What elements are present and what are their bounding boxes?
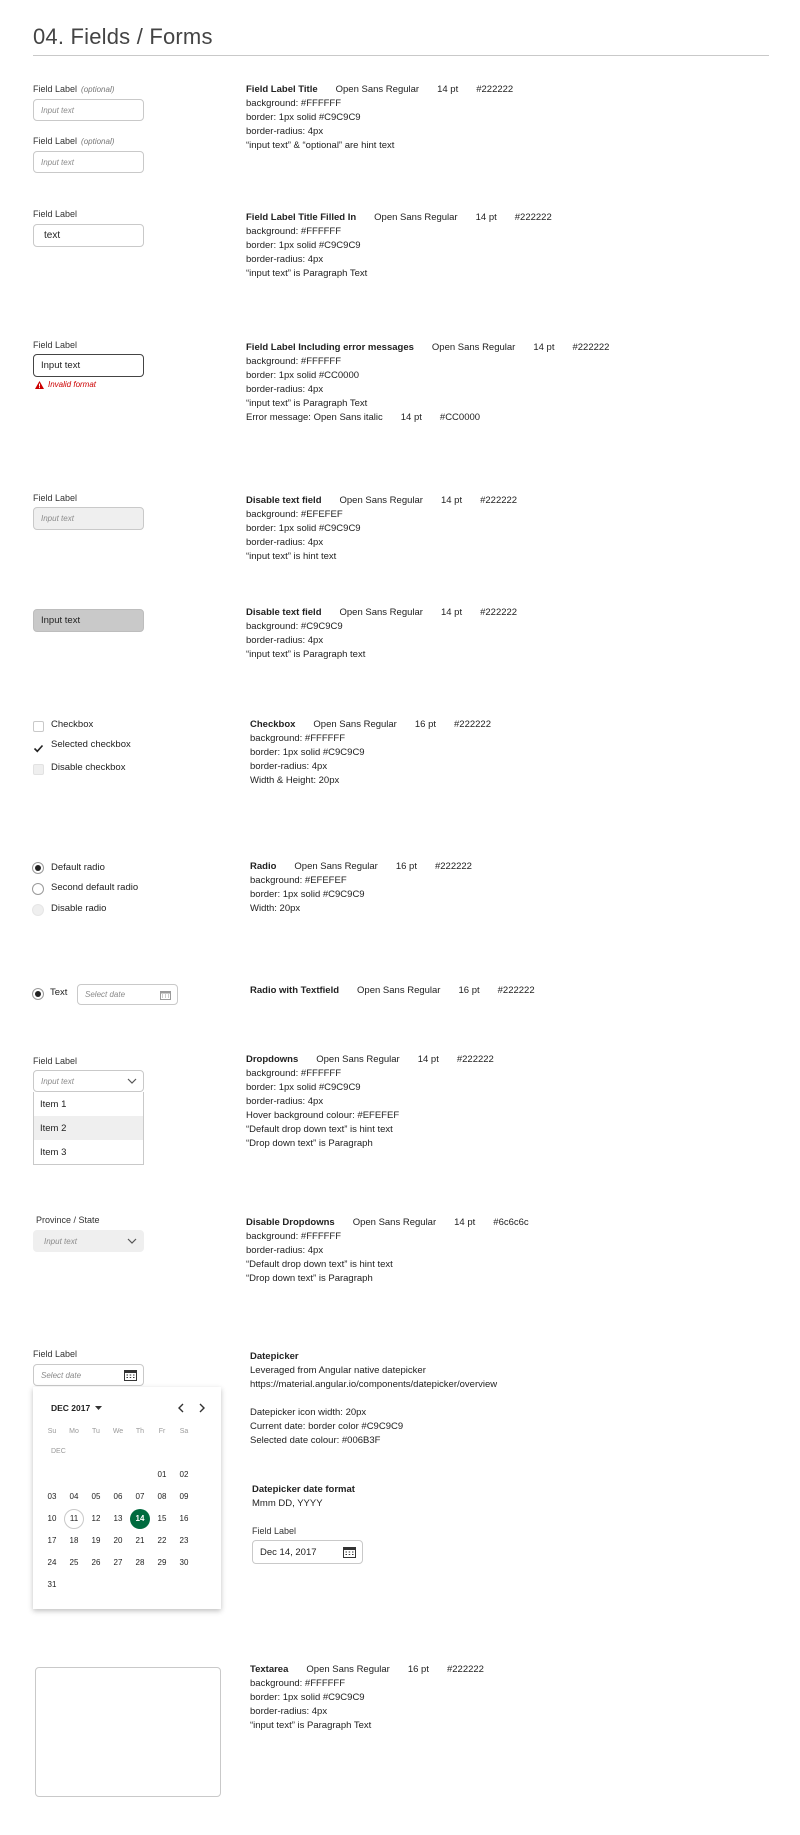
warning-icon (35, 381, 44, 389)
checkbox-label: Checkbox (51, 719, 94, 730)
title-divider (33, 55, 769, 56)
calendar-day[interactable]: 12 (91, 1514, 101, 1523)
dropdown-label: Field Label (33, 1056, 78, 1066)
error-text-input[interactable]: Input text (33, 354, 144, 377)
calendar-day[interactable]: 17 (47, 1536, 57, 1545)
province-label: Province / State (36, 1215, 100, 1225)
page-title: 04. Fields / Forms (33, 24, 213, 49)
spec-field-label: Field Label Title Open Sans Regular 14 pt #222222 background: #FFFFFF border: 1px solid #C9C9C9 border-radius: 4px “input text” & “optional” are hint text (246, 84, 514, 151)
weekday-label: Th (135, 1428, 145, 1435)
spec-filled: Field Label Title Filled In Open Sans Regular 14 pt #222222 background: #FFFFFF border: 1px solid #C9C9C9 border-radius: 4px “input text” is Paragraph Text (246, 212, 552, 279)
weekday-label: Mo (69, 1428, 79, 1435)
spec-radio: Radio Open Sans Regular 16 pt #222222 background: #EFEFEF border: 1px solid #C9C9C9 Width: 20px (250, 861, 472, 914)
spec-error: Field Label Including error messages Open Sans Regular 14 pt #222222 background: #FFFFFF border: 1px solid #CC0000 border-radius: 4px “input text” is Paragraph Text Error message: Open Sans italic 14 pt #CC0000 (246, 342, 610, 423)
datepicker-input[interactable]: Select date (33, 1364, 144, 1386)
text-input-2[interactable]: Input text (33, 151, 144, 173)
weekday-label: Su (47, 1428, 57, 1435)
spec-checkbox: Checkbox Open Sans Regular 16 pt #222222 background: #FFFFFF border: 1px solid #C9C9C9 border-radius: 4px Width & Height: 20px (250, 719, 491, 786)
weekday-label: Fr (158, 1428, 166, 1435)
field-label-error: Field Label (33, 340, 78, 350)
disabled-radio (32, 904, 44, 916)
formatted-date-input[interactable]: Dec 14, 2017 (252, 1540, 363, 1564)
calendar-day[interactable]: 29 (157, 1558, 167, 1567)
dropdown-item[interactable]: Item 1 (40, 1098, 67, 1110)
calendar-day[interactable]: 26 (91, 1558, 101, 1567)
calendar-icon[interactable] (124, 1369, 137, 1381)
dropdown-item-hover[interactable]: Item 2 (34, 1116, 143, 1140)
filled-text-input[interactable]: text (33, 224, 144, 247)
calendar-day[interactable]: 06 (113, 1492, 123, 1501)
caret-down-icon (95, 1406, 102, 1410)
calendar-day[interactable]: 09 (179, 1492, 189, 1501)
calendar-day[interactable]: 30 (179, 1558, 189, 1567)
calendar-day[interactable]: 04 (69, 1492, 79, 1501)
dropdown-menu (33, 1092, 144, 1165)
dropdown-item[interactable]: Item 3 (40, 1146, 67, 1158)
text-input[interactable]: Input text (33, 99, 144, 121)
calendar-day[interactable]: 15 (157, 1514, 167, 1523)
current-day[interactable]: 11 (64, 1509, 84, 1529)
datepicker-calendar (33, 1387, 221, 1609)
spec-datepicker: Datepicker Leveraged from Angular native datepicker https://material.angular.io/components/datepicker/overview Datepicker icon width: 20px Current date: border color #C9C9C9 Selected date colour: #006B3F (250, 1351, 498, 1446)
default-radio[interactable] (32, 862, 44, 874)
month-short-label: DEC (51, 1448, 66, 1455)
calendar-day[interactable]: 01 (157, 1470, 167, 1479)
disabled-radio-label: Disable radio (51, 903, 107, 914)
calendar-day[interactable]: 27 (113, 1558, 123, 1567)
second-default-radio[interactable] (32, 883, 44, 895)
field-label: Field Label (optional) (33, 84, 115, 94)
month-selector[interactable]: DEC 2017 (51, 1403, 102, 1413)
calendar-day[interactable]: 25 (69, 1558, 79, 1567)
chevron-down-icon (127, 1078, 137, 1084)
disabled-checkbox-label: Disable checkbox (51, 762, 126, 773)
date-input[interactable]: Select date (77, 984, 178, 1005)
second-default-radio-label: Second default radio (51, 882, 139, 893)
disabled-text-input: Input text (33, 507, 144, 530)
calendar-day[interactable]: 22 (157, 1536, 167, 1545)
textarea[interactable] (35, 1667, 221, 1797)
calendar-day[interactable]: 08 (157, 1492, 167, 1501)
calendar-day[interactable]: 31 (47, 1580, 57, 1589)
chevron-left-icon[interactable] (177, 1403, 184, 1413)
disabled-text-input-dark: Input text (33, 609, 144, 632)
datepicker-label: Field Label (33, 1349, 78, 1359)
disabled-dropdown: Input text (33, 1230, 144, 1252)
calendar-day[interactable]: 18 (69, 1536, 79, 1545)
checkmark-icon (33, 743, 44, 754)
calendar-day[interactable]: 19 (91, 1536, 101, 1545)
selected-checkbox[interactable] (33, 741, 44, 752)
radio-with-textfield[interactable] (32, 988, 44, 1000)
weekday-label: Tu (92, 1428, 100, 1435)
field-label-2: Field Label (optional) (33, 136, 115, 146)
field-label-disabled: Field Label (33, 493, 78, 503)
spec-disabled-1: Disable text field Open Sans Regular 14 pt #222222 background: #EFEFEF border: 1px solid #C9C9C9 border-radius: 4px “input text” is hint text (246, 495, 518, 562)
calendar-day[interactable]: 07 (135, 1492, 145, 1501)
calendar-day[interactable]: 02 (179, 1470, 189, 1479)
calendar-day[interactable]: 10 (47, 1514, 57, 1523)
calendar-day[interactable]: 20 (113, 1536, 123, 1545)
calendar-icon[interactable] (160, 990, 171, 1000)
default-radio-label: Default radio (51, 862, 105, 873)
spec-textarea: Textarea Open Sans Regular 16 pt #222222 background: #FFFFFF border: 1px solid #C9C9C9 border-radius: 4px “input text” is Paragraph Text (250, 1664, 484, 1731)
calendar-day[interactable]: 28 (135, 1558, 145, 1567)
field-label-filled: Field Label (33, 209, 78, 219)
spec-dropdown: Dropdowns Open Sans Regular 14 pt #222222 background: #FFFFFF border: 1px solid #C9C9C9 border-radius: 4px Hover background colour: #EFEFEF “Default drop down text” is hint text “Drop down text” is Paragraph (246, 1054, 494, 1149)
spec-disabled-2: Disable text field Open Sans Regular 14 pt #222222 background: #C9C9C9 border-radius: 4px “input text” is Paragraph text (246, 607, 518, 660)
weekday-label: We (112, 1428, 124, 1435)
disabled-checkbox (33, 764, 44, 775)
weekday-label: Sa (179, 1428, 189, 1435)
calendar-day[interactable]: 05 (91, 1492, 101, 1501)
calendar-icon[interactable] (343, 1546, 356, 1558)
checkbox[interactable] (33, 721, 44, 732)
calendar-day[interactable]: 03 (47, 1492, 57, 1501)
calendar-day[interactable]: 21 (135, 1536, 145, 1545)
spec-disabled-dropdown: Disable Dropdowns Open Sans Regular 14 pt #6c6c6c background: #FFFFFF border-radius: 4px “Default drop down text” is hint text “Drop down text” is Paragraph (246, 1217, 529, 1284)
calendar-day[interactable]: 16 (179, 1514, 189, 1523)
selected-day[interactable]: 14 (130, 1509, 150, 1529)
spec-radio-text: Radio with Textfield Open Sans Regular 16 pt #222222 (250, 985, 535, 996)
chevron-down-icon (127, 1238, 137, 1244)
chevron-right-icon[interactable] (199, 1403, 206, 1413)
dropdown-select[interactable]: Input text (33, 1070, 144, 1092)
calendar-day[interactable]: 23 (179, 1536, 189, 1545)
calendar-day[interactable]: 24 (47, 1558, 57, 1567)
selected-checkbox-label: Selected checkbox (51, 739, 131, 750)
error-message: Invalid format (35, 380, 96, 389)
calendar-day[interactable]: 13 (113, 1514, 123, 1523)
radio-text-label: Text (50, 987, 68, 998)
spec-datepicker-format: Datepicker date format Mmm DD, YYYY (252, 1484, 355, 1509)
format-field-label: Field Label (252, 1526, 297, 1536)
